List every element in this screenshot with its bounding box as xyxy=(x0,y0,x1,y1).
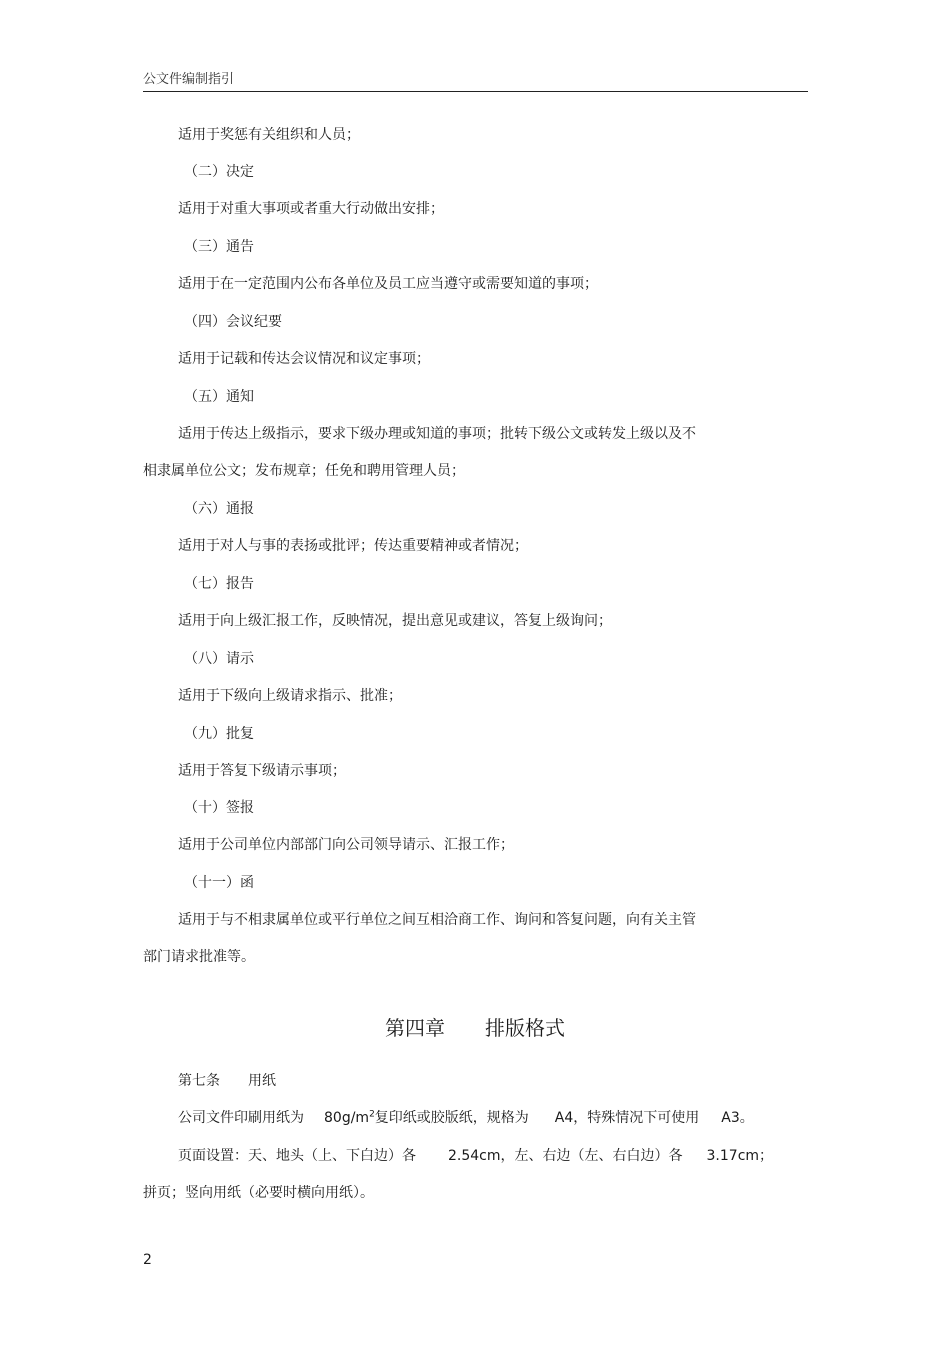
section-heading: （三）通告 xyxy=(184,239,254,255)
paragraph: 适用于对重大事项或者重大行动做出安排； xyxy=(178,201,444,217)
article-number: 第七条 xyxy=(178,1073,220,1089)
article-title: 用纸 xyxy=(248,1073,276,1089)
section-heading: （十一）函 xyxy=(184,875,254,891)
paper-size: A4 xyxy=(554,1110,574,1126)
section-heading: （六）通报 xyxy=(184,501,254,517)
chapter-heading xyxy=(0,1014,950,1042)
chapter-number: 第四章 xyxy=(385,1016,445,1040)
paper-weight: 80g/m xyxy=(324,1110,370,1126)
section-heading: （四）会议纪要 xyxy=(184,314,282,330)
section-heading: （七）报告 xyxy=(184,576,254,592)
paper-text-special: ，特殊情况下可使用 xyxy=(573,1110,700,1126)
paragraph-continuation: 拼页；竖向用纸（必要时横向用纸）。 xyxy=(143,1185,374,1201)
article-heading xyxy=(178,1071,276,1091)
paper-text-prefix: 公司文件印刷用纸为 xyxy=(178,1110,304,1126)
paragraph: 适用于与不相隶属单位或平行单位之间互相洽商工作、询问和答复问题，向有关主管 xyxy=(178,912,696,928)
running-header: 公文件编制指引 xyxy=(143,72,235,87)
page-setup-end: ； xyxy=(759,1148,774,1164)
paper-text-end: 。 xyxy=(739,1110,754,1126)
section-heading: （十）签报 xyxy=(184,800,254,816)
paragraph: 适用于向上级汇报工作，反映情况，提出意见或建议，答复上级询问； xyxy=(178,613,612,629)
page-number: 2 xyxy=(143,1252,152,1268)
left-right-margin: 3.17cm xyxy=(706,1148,760,1164)
paragraph-continuation: 部门请求批准等。 xyxy=(143,949,255,965)
paper-text-middle: 复印纸或胶版纸，规格为 xyxy=(374,1110,529,1126)
chapter-title: 排版格式 xyxy=(485,1016,565,1040)
paragraph: 适用于下级向上级请求指示、批准； xyxy=(178,688,402,704)
page-setup-paragraph xyxy=(178,1146,773,1166)
page-setup-middle: ，左、右边（左、右白边）各 xyxy=(500,1148,683,1164)
paragraph: 适用于在一定范围内公布各单位及员工应当遵守或需要知道的事项； xyxy=(178,276,598,292)
page-setup-prefix: 页面设置：天、地头（上、下白边）各 xyxy=(178,1148,416,1164)
paragraph-continuation: 相隶属单位公文；发布规章；任免和聘用管理人员； xyxy=(143,463,465,479)
paper-weight-exponent: 2 xyxy=(369,1109,375,1120)
paragraph: 适用于记载和传达会议情况和议定事项； xyxy=(178,351,430,367)
header-divider xyxy=(143,91,808,92)
paper-alt-size: A3 xyxy=(721,1110,740,1126)
section-heading: （八）请示 xyxy=(184,651,254,667)
top-bottom-margin: 2.54cm xyxy=(448,1148,501,1164)
section-heading: （五）通知 xyxy=(184,389,254,405)
paragraph: 适用于对人与事的表扬或批评；传达重要精神或者情况； xyxy=(178,538,528,554)
paper-spec-paragraph xyxy=(178,1108,754,1128)
paragraph: 适用于答复下级请示事项； xyxy=(178,763,346,779)
paragraph: 适用于传达上级指示，要求下级办理或知道的事项；批转下级公文或转发上级以及不 xyxy=(178,426,696,442)
section-heading: （二）决定 xyxy=(184,164,254,180)
paragraph: 适用于公司单位内部部门向公司领导请示、汇报工作； xyxy=(178,837,514,853)
section-heading: （九）批复 xyxy=(184,726,254,742)
paragraph: 适用于奖惩有关组织和人员； xyxy=(178,127,360,143)
